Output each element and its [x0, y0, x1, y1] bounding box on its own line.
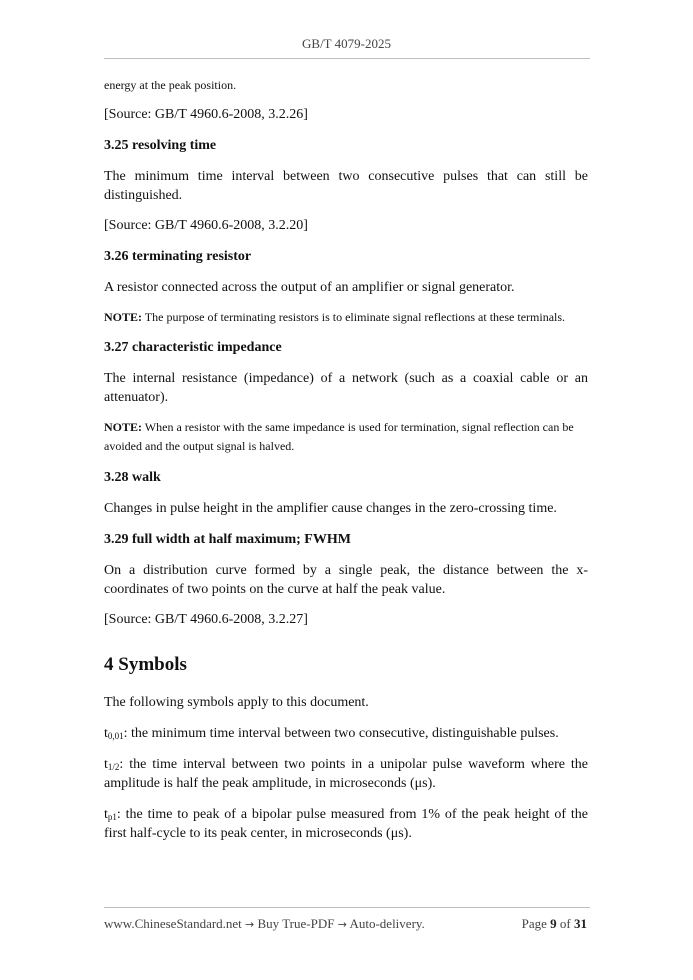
symbol-entry-t001: [104, 724, 588, 743]
term-heading-329: 3.29 full width at half maximum; FWHM: [104, 532, 351, 547]
symbol-definition: : the time interval between two points in a unipolar pulse waveform where the amplitude is half the peak amplitude, in microseconds (μs).: [104, 757, 588, 791]
note-label: NOTE:: [104, 310, 143, 324]
symbol-base: t: [104, 807, 108, 822]
term-definition-326: A resistor connected across the output of an amplifier or signal generator.: [104, 280, 515, 295]
term-definition-325: The minimum time interval between two consecutive pulses that can still be distinguished.: [104, 169, 588, 203]
note-326: [104, 308, 588, 327]
symbols-intro: The following symbols apply to this document.: [104, 695, 369, 710]
current-page: 9: [550, 916, 557, 931]
footer-site-link[interactable]: www.ChineseStandard.net: [104, 916, 242, 931]
term-heading-328: 3.28 walk: [104, 470, 161, 485]
symbol-entry-t12: [104, 755, 588, 793]
footer-divider: [104, 907, 590, 908]
footer-promo: [104, 916, 425, 932]
source-reference: [Source: GB/T 4960.6-2008, 3.2.20]: [104, 218, 308, 233]
continued-text: energy at the peak position.: [104, 78, 237, 92]
total-pages: 31: [574, 916, 587, 931]
symbol-subscript: 1/2: [107, 762, 120, 772]
term-definition-327: The internal resistance (impedance) of a network (such as a coaxial cable or an attenuator).: [104, 371, 588, 405]
symbol-definition: : the time to peak of a bipolar pulse measured from 1% of the peak height of the first half-cycle to its peak center, in microseconds (μs).: [104, 807, 588, 841]
term-definition-329: On a distribution curve formed by a single peak, the distance between the x-coordinates of two points on the curve at half the peak value.: [104, 563, 588, 597]
page-word: Page: [521, 916, 551, 931]
arrow-right-icon: →: [245, 918, 255, 931]
source-reference: [Source: GB/T 4960.6-2008, 3.2.26]: [104, 107, 308, 122]
symbol-base: t: [104, 757, 108, 772]
term-definition-328: Changes in pulse height in the amplifier cause changes in the zero-crossing time.: [104, 501, 557, 516]
note-text: The purpose of terminating resistors is to eliminate signal reflections at these terminals.: [142, 310, 566, 324]
note-327: [104, 418, 588, 456]
term-heading-325: 3.25 resolving time: [104, 138, 217, 153]
section-heading-symbols: 4 Symbols: [104, 654, 187, 675]
of-word: of: [556, 916, 574, 931]
header-divider: [104, 58, 590, 59]
term-heading-326: 3.26 terminating resistor: [104, 249, 252, 264]
symbol-definition: : the minimum time interval between two consecutive, distinguishable pulses.: [123, 726, 559, 741]
footer-delivery-text: Auto-delivery.: [346, 916, 425, 931]
footer-buy-text: Buy True-PDF: [254, 916, 338, 931]
symbol-base: t: [104, 726, 108, 741]
symbol-subscript: p1: [107, 812, 117, 822]
page-number: [522, 916, 587, 932]
term-heading-327: 3.27 characteristic impedance: [104, 340, 282, 355]
symbol-subscript: 0,01: [107, 731, 124, 741]
note-text: When a resistor with the same impedance is used for termination, signal reflection can be avoided and the output signal is halved.: [104, 420, 574, 453]
symbol-entry-tp1: [104, 805, 588, 843]
arrow-right-icon: →: [337, 918, 347, 931]
page-content: [104, 76, 588, 843]
source-reference: [Source: GB/T 4960.6-2008, 3.2.27]: [104, 612, 308, 627]
running-header: GB/T 4079-2025: [302, 36, 391, 51]
note-label: NOTE:: [104, 420, 143, 434]
